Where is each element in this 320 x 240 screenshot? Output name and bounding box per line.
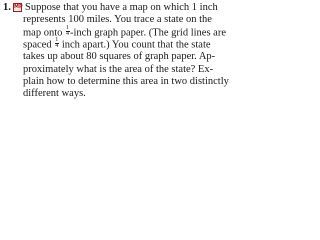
problem-line-2: represents 100 miles. You trace a state on the xyxy=(23,14,212,26)
problem-line-1: Suppose that you have a map on which 1 inch xyxy=(25,2,218,13)
line-3-after: -inch graph paper. (The grid lines are xyxy=(70,27,226,38)
problem-line-5: takes up about 80 squares of graph paper. Ap- xyxy=(23,51,216,63)
fraction-numerator: 1 xyxy=(66,24,69,31)
fraction-denominator: 4 xyxy=(66,31,69,38)
mp-badge-icon xyxy=(13,3,22,12)
problem-number: 1. xyxy=(3,2,11,13)
line-4-after: inch apart.) You count that the state xyxy=(59,39,211,51)
problem-block xyxy=(1,1,229,100)
fraction-one-quarter xyxy=(55,38,59,50)
fraction-numerator: 1 xyxy=(55,36,59,43)
problem-line-3 xyxy=(23,24,226,39)
fraction-denominator: 4 xyxy=(55,43,59,50)
line-4-before: spaced xyxy=(23,39,55,51)
badge-label: MP xyxy=(14,4,23,10)
line-3-before: map onto xyxy=(23,27,65,38)
problem-line-7: plain how to determine this area in two distinctly xyxy=(23,75,229,87)
fraction-one-quarter xyxy=(66,26,70,38)
problem-line-4 xyxy=(23,36,211,51)
problem-line-8: different ways. xyxy=(23,88,86,100)
problem-line-6: proximately what is the area of the state? Ex- xyxy=(23,63,214,75)
